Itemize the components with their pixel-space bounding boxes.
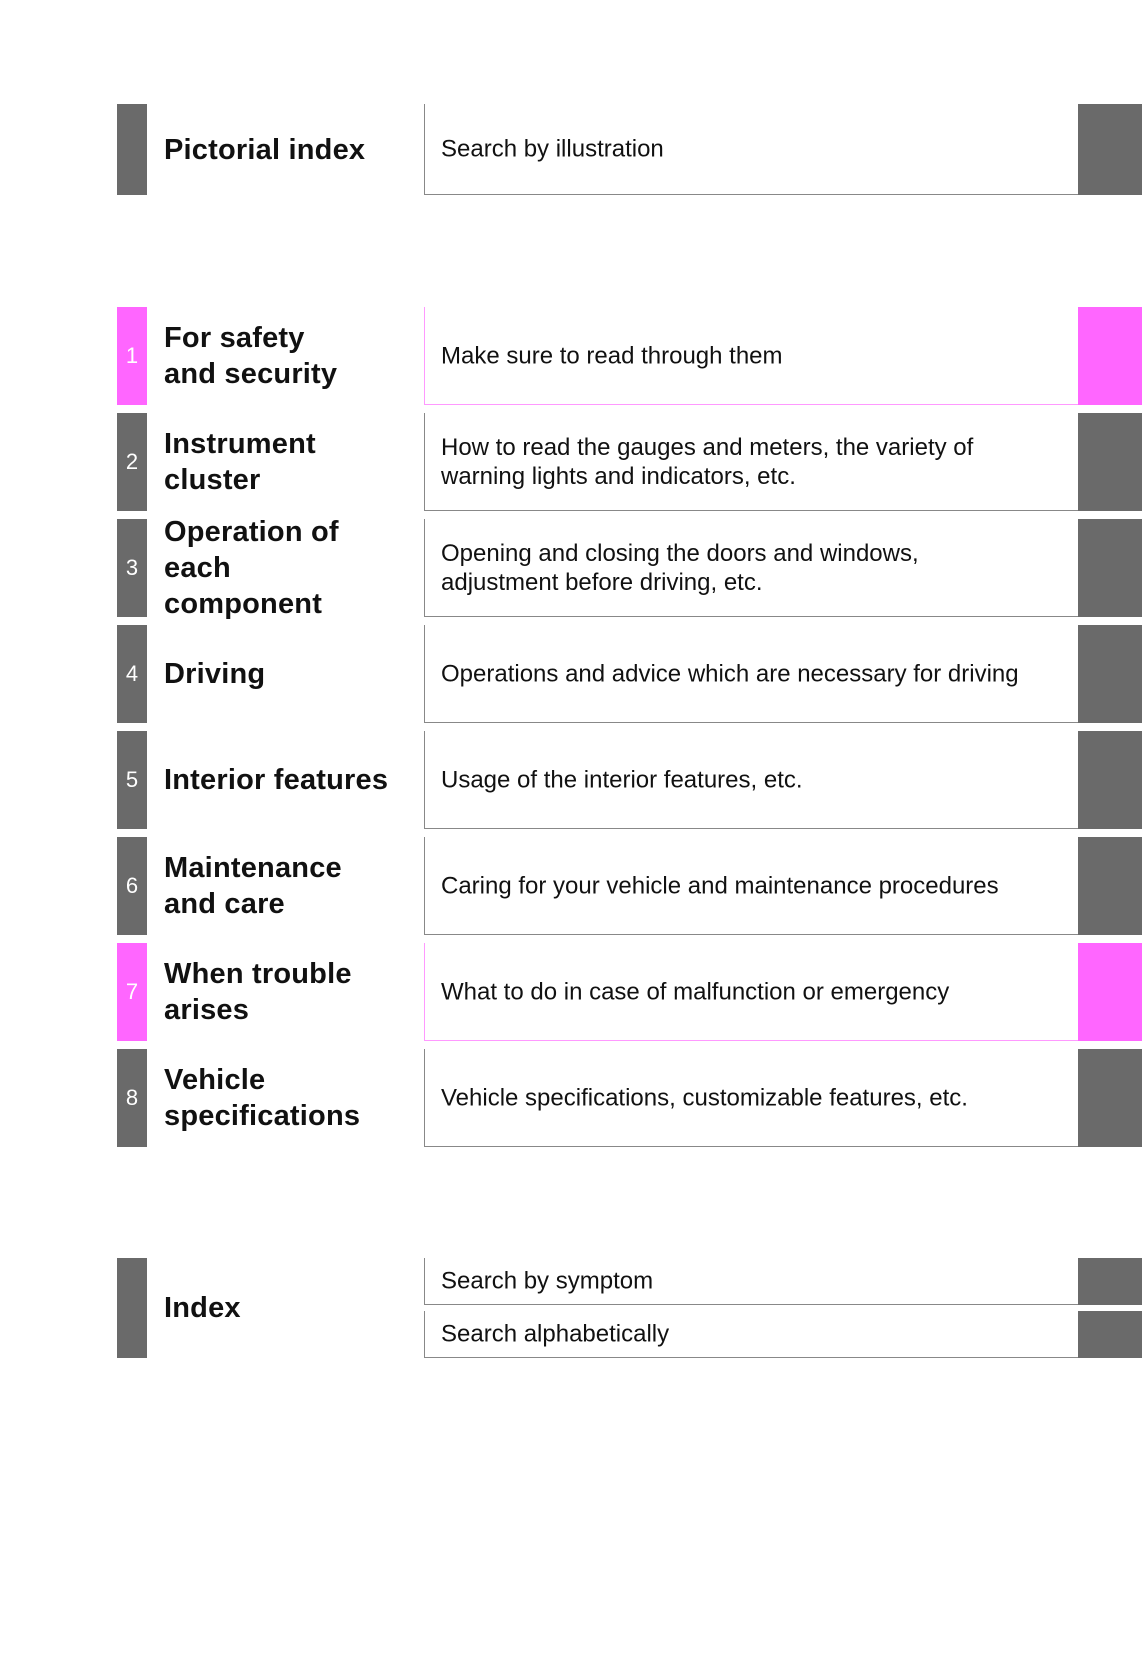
chapter-desc-box [424,307,1078,405]
index-tab [117,1258,147,1358]
chapter-description-line: Operations and advice which are necessary for driving [441,660,1019,687]
index-alphabetical-edge-tab[interactable] [1078,1311,1142,1358]
chapter-description-line: Make sure to read through them [441,342,783,369]
chapter-title-line: Maintenance [164,852,342,884]
chapter-description [441,1083,968,1112]
chapter-tab [117,519,147,617]
index-item-label: Search by symptom [441,1267,654,1295]
chapter-title-line: each [164,552,231,584]
chapter-description-line: What to do in case of malfunction or emergency [441,978,950,1005]
chapter-description-line: Usage of the interior features, etc. [441,766,803,793]
chapter-title-line: cluster [164,464,261,496]
chapter-description [441,341,783,370]
chapter-title-line: Operation of [164,516,339,548]
chapter-edge-tab[interactable] [1078,731,1142,829]
index-symptom-edge-tab[interactable] [1078,1258,1142,1305]
chapter-number: 7 [125,979,139,1004]
pictorial-index-title: Pictorial index [164,133,366,166]
chapter-description-line: adjustment before driving, etc. [441,568,763,596]
chapter-desc-box [424,519,1078,617]
chapter-tab [117,1049,147,1147]
chapter-description [441,977,949,1006]
chapter-title [164,514,339,622]
chapter-edge-tab[interactable] [1078,837,1142,935]
chapter-title-line: and care [164,888,285,920]
chapter-desc-box [424,837,1078,935]
chapter-title-line: For safety [164,322,305,354]
index-item-symptom[interactable] [424,1258,1078,1305]
chapter-edge-tab[interactable] [1078,625,1142,723]
chapter-description [441,539,919,597]
chapter-number: 2 [125,449,139,474]
pictorial-index-desc-box [424,104,1078,195]
chapter-title-line: Instrument [164,428,316,460]
chapter-row-7[interactable] [0,943,1142,1041]
chapter-title-line: Interior features [164,764,389,796]
pictorial-index-edge-tab[interactable] [1078,104,1142,195]
chapter-title [164,426,316,498]
chapter-desc-box [424,1049,1078,1147]
chapter-title [164,1062,360,1134]
chapter-tab [117,307,147,405]
index-title: Index [164,1292,241,1324]
chapter-edge-tab[interactable] [1078,307,1142,405]
chapter-title-line: specifications [164,1100,361,1132]
chapter-row-3[interactable] [0,516,1142,620]
chapter-desc-box [424,731,1078,829]
index-item-label: Search alphabetically [441,1320,670,1348]
chapter-number: 1 [125,343,139,368]
chapter-desc-box [424,943,1078,1041]
chapter-description [441,871,999,900]
chapter-row-5[interactable] [0,731,1142,829]
chapter-title [164,762,388,798]
pictorial-index-tab [117,104,147,195]
chapter-description [441,433,973,491]
chapter-title-line: arises [164,994,250,1026]
chapter-title [164,956,352,1028]
chapter-desc-box [424,413,1078,511]
chapter-row-2[interactable] [0,413,1142,511]
chapter-number: 6 [125,873,139,898]
chapter-title-line: component [164,588,323,620]
chapter-edge-tab[interactable] [1078,519,1142,617]
chapter-description-line: Caring for your vehicle and maintenance procedures [441,872,999,899]
chapter-desc-box [424,625,1078,723]
chapter-number: 4 [125,661,139,686]
chapter-edge-tab[interactable] [1078,1049,1142,1147]
chapter-tab [117,837,147,935]
chapter-row-1[interactable] [0,307,1142,405]
chapter-row-6[interactable] [0,837,1142,935]
chapter-title-line: When trouble [164,958,352,990]
chapter-number: 5 [125,767,139,792]
chapter-tab [117,731,147,829]
chapter-title-line: Driving [164,658,266,690]
chapter-description-line: Opening and closing the doors and windows, [441,539,919,567]
chapter-description [441,659,1019,688]
chapter-description-line: How to read the gauges and meters, the variety of [441,433,974,461]
chapter-row-4[interactable] [0,625,1142,723]
chapter-edge-tab[interactable] [1078,413,1142,511]
chapter-edge-tab[interactable] [1078,943,1142,1041]
chapter-tab [117,943,147,1041]
chapter-description-line: Vehicle specifications, customizable features, etc. [441,1084,968,1111]
pictorial-index-desc: Search by illustration [441,135,664,163]
chapter-title-line: and security [164,358,338,390]
chapter-title-line: Vehicle [164,1064,266,1096]
chapter-row-8[interactable] [0,1049,1142,1147]
chapter-description-line: warning lights and indicators, etc. [441,462,796,490]
chapter-number: 8 [125,1085,139,1110]
index-item-alphabetical[interactable] [424,1311,1078,1358]
chapter-title [164,850,342,922]
chapter-title [164,656,265,692]
chapter-tab [117,625,147,723]
chapter-title [164,320,337,392]
chapter-description [441,765,803,794]
pictorial-index-row[interactable] [0,104,1142,195]
chapter-tab [117,413,147,511]
chapter-number: 3 [125,555,139,580]
